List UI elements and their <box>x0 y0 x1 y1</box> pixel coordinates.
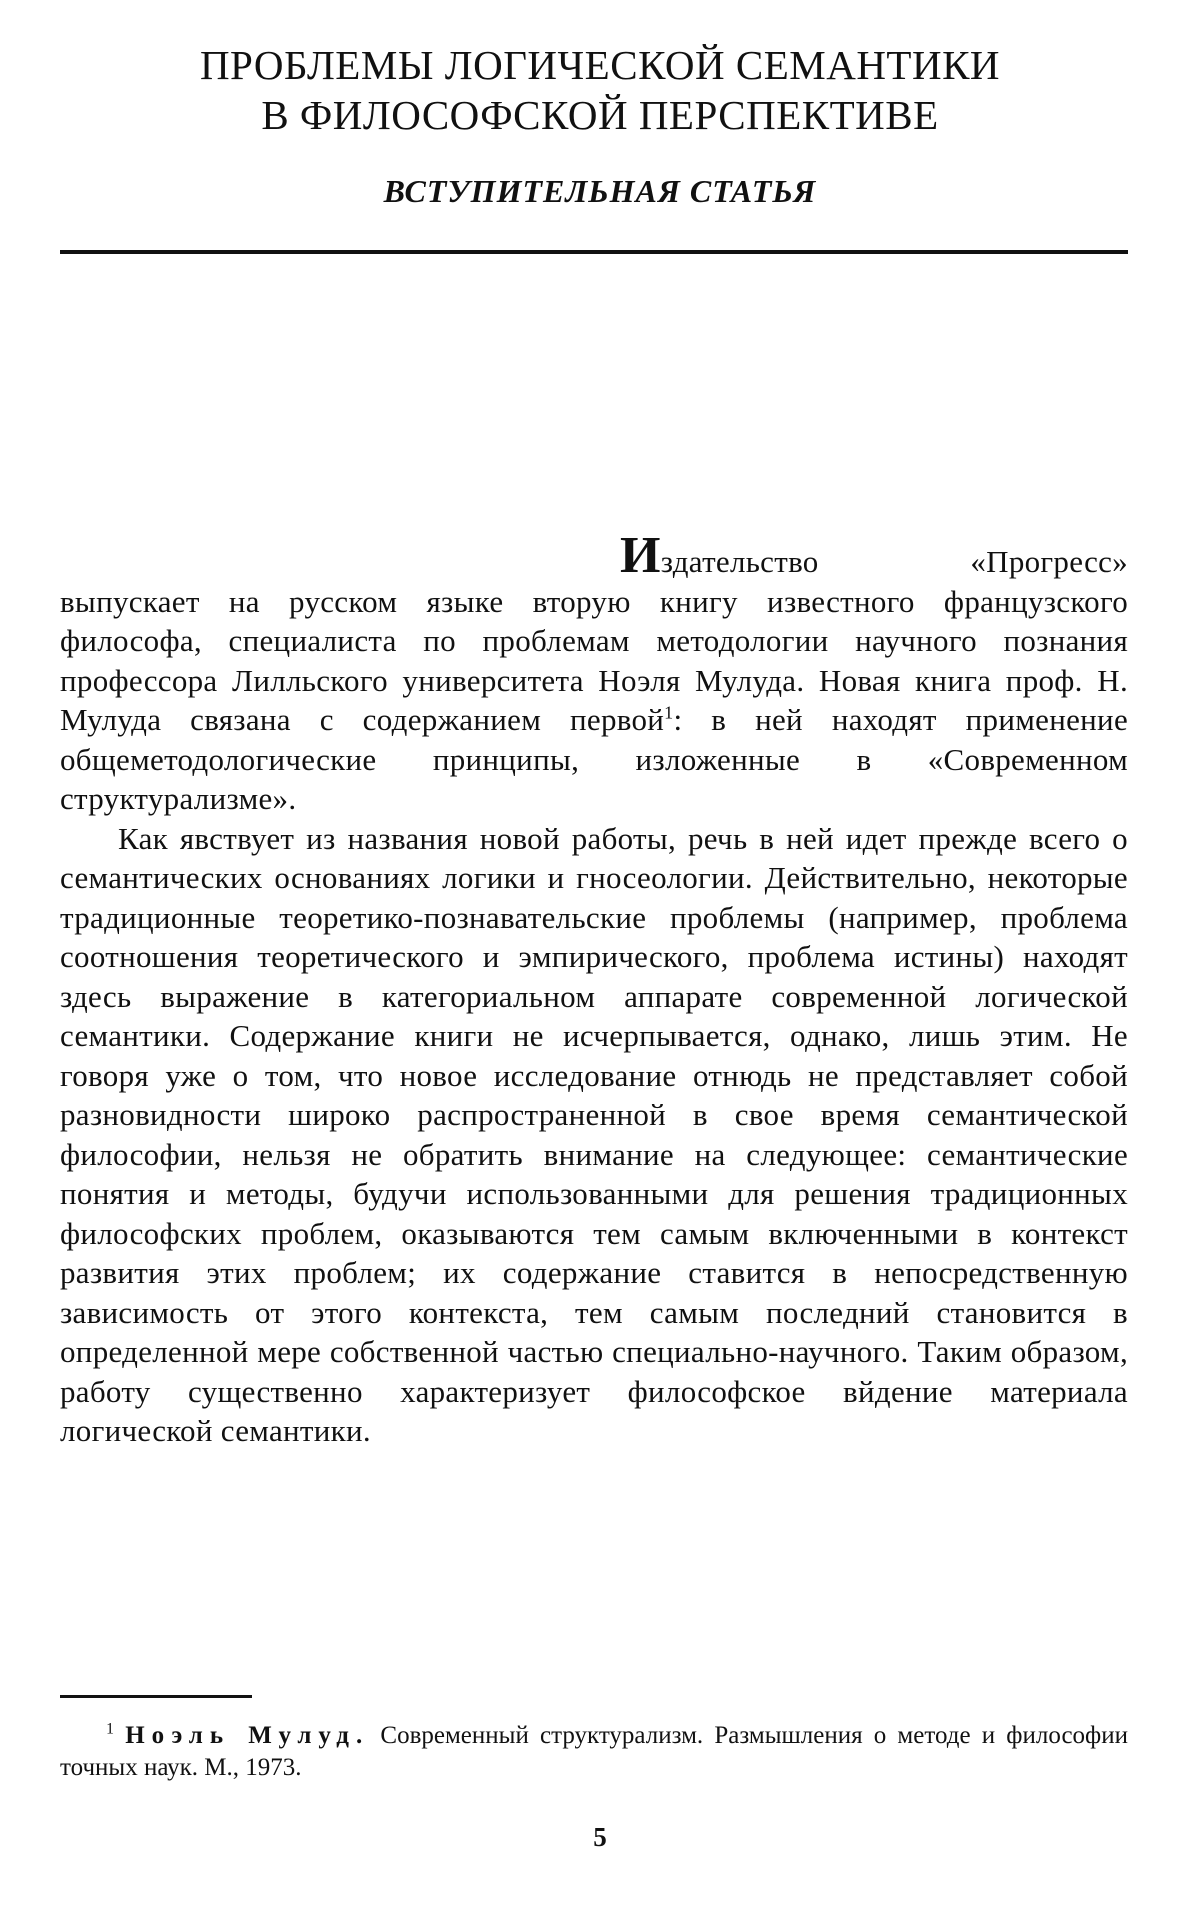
footnote-reference: 1 <box>664 702 674 723</box>
paragraph-2: Как явствует из названия новой работы, речь в ней идет прежде всего о семантических основаниях логики и гносеологии. Действительно, некоторые традиционные теоретико-познавательские проблемы (например, проблема соотношения теоретического и эмпирического, проблема истины) находят здесь выражение в категориальном аппарате современной логической семантики. Содержание книги не исчерпывается, однако, лишь этим. Не говоря уже о том, что новое исследование отнюдь не представляет собой разновидности широко распространенной в свое время семантической философии, нельзя не обратить внимание на следующее: семантические понятия и методы, будучи использованными для решения традиционных философских проблем, оказываются тем самым включенными в контекст развития этих проблем; их содержание ставится в непосредственную зависимость от этого контекста, тем самым последний становится в определенной мере собственной частью специально-научного. Таким образом, работу существенно характеризует философское вйдение материала логической семантики. <box>60 820 1128 1448</box>
paragraph-1-text-a: здательство «Прогресс» выпускает на русском языке вторую книгу известного французского философа, специалиста по проблемам методологии научного познания профессора Лилльского университета Ноэля Мулуда. Новая книга проф. Н. Мулуда связана с содержанием первой <box>60 544 1128 737</box>
footnote-text: Современный структурализм. Размышления о методе и философии точных наук. М., 1973. <box>60 1722 1129 1781</box>
title-line-1: ПРОБЛЕМЫ ЛОГИЧЕСКОЙ СЕМАНТИКИ <box>199 42 1001 88</box>
page-number: 5 <box>593 1822 607 1852</box>
header-rule <box>60 250 1128 254</box>
article-subtitle: ВСТУПИТЕЛЬНАЯ СТАТЬЯ <box>383 173 817 209</box>
article-title <box>60 40 1140 140</box>
paragraph-1 <box>60 527 1128 819</box>
paragraph-1-text-b: : в ней находят применение общеметодологические принципы, изложенные в «Современном структурализме». <box>60 702 1128 816</box>
footnote <box>60 1720 1128 1784</box>
title-line-2: В ФИЛОСОФСКОЙ ПЕРСПЕКТИВЕ <box>261 92 939 138</box>
body-text <box>60 527 1128 1451</box>
footnote-number: 1 <box>106 1720 114 1738</box>
drop-cap: И <box>620 527 661 584</box>
footnote-rule <box>60 1695 252 1698</box>
footnote-author: Ноэль Мулуд. <box>125 1722 370 1749</box>
